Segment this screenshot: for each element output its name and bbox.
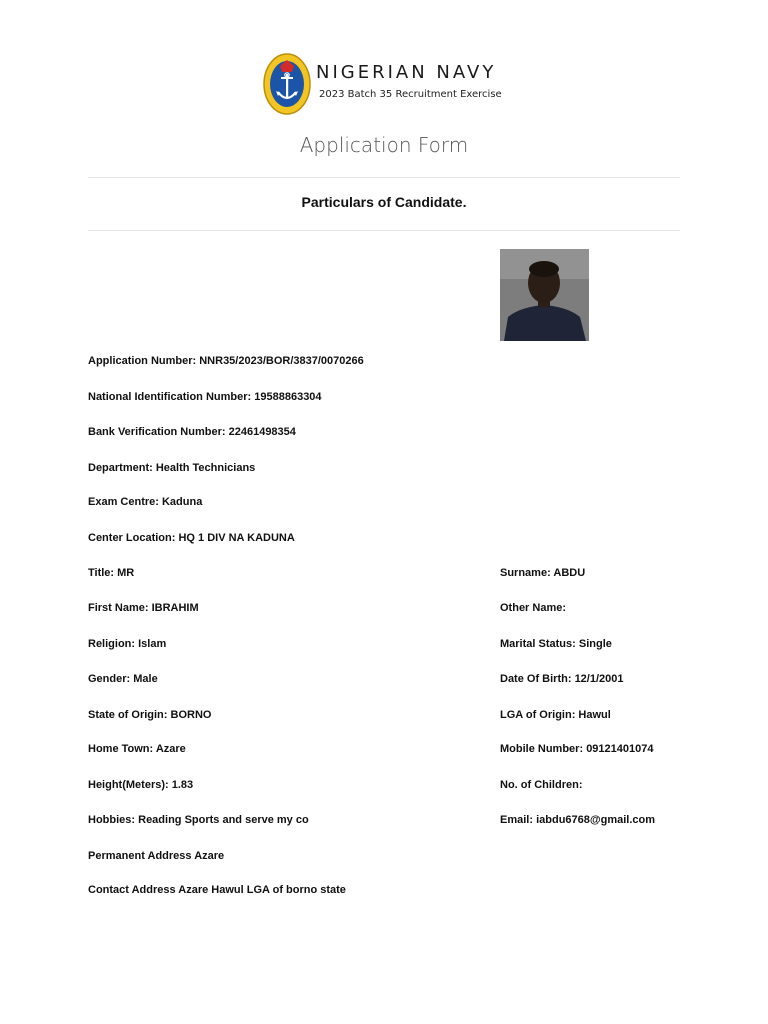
org-name: NIGERIAN NAVY <box>316 62 497 83</box>
form-header <box>262 52 522 116</box>
religion-value: Islam <box>138 638 167 650</box>
surname-label: Surname: <box>500 567 551 579</box>
hobbies-field <box>88 813 309 827</box>
exam-centre-value: Kaduna <box>161 496 203 508</box>
center-location-label: Center Location: <box>88 532 176 544</box>
first-name-value: IBRAHIM <box>151 602 199 614</box>
nigerian-navy-crest-icon <box>262 52 312 116</box>
exam-centre-field <box>88 495 202 509</box>
no-of-children-field <box>500 778 583 792</box>
mobile-number-field <box>500 742 653 756</box>
mobile-number-label: Mobile Number: <box>500 743 584 755</box>
title-value: MR <box>117 567 135 579</box>
gender-label: Gender: <box>88 673 131 685</box>
department-value: Health Technicians <box>155 462 256 474</box>
department-label: Department: <box>88 462 153 474</box>
nin-value: 19588863304 <box>254 391 322 403</box>
title-label: Title: <box>88 567 115 579</box>
surname-value: ABDU <box>553 567 586 579</box>
lga-of-origin-field <box>500 708 611 722</box>
marital-status-field <box>500 637 612 651</box>
permanent-address-value: Azare <box>194 850 225 862</box>
date-of-birth-label: Date Of Birth: <box>500 673 572 685</box>
title-field <box>88 566 134 580</box>
date-of-birth-field <box>500 672 624 686</box>
contact-address-field <box>88 883 346 897</box>
gender-field <box>88 672 158 686</box>
religion-field <box>88 637 166 651</box>
lga-of-origin-value: Hawul <box>578 709 611 721</box>
contact-address-label: Contact Address <box>88 884 176 896</box>
surname-field <box>500 566 585 580</box>
religion-label: Religion: <box>88 638 136 650</box>
mobile-number-value: 09121401074 <box>586 743 654 755</box>
lga-of-origin-label: LGA of Origin: <box>500 709 576 721</box>
email-field <box>500 813 655 827</box>
email-value: iabdu6768@gmail.com <box>536 814 656 826</box>
marital-status-value: Single <box>578 638 612 650</box>
state-of-origin-value: BORNO <box>170 709 212 721</box>
email-label: Email: <box>500 814 534 826</box>
other-name-field <box>500 601 566 615</box>
nin-label: National Identification Number: <box>88 391 252 403</box>
first-name-field <box>88 601 199 615</box>
candidate-photo <box>500 249 589 341</box>
center-location-field <box>88 531 295 545</box>
hobbies-label: Hobbies: <box>88 814 136 826</box>
bvn-label: Bank Verification Number: <box>88 426 226 438</box>
height-field <box>88 778 193 792</box>
gender-value: Male <box>133 673 158 685</box>
bvn-field <box>88 425 296 439</box>
hobbies-value: Reading Sports and serve my co <box>138 814 309 826</box>
application-number-value: NNR35/2023/BOR/3837/0070266 <box>199 355 364 367</box>
other-name-label: Other Name: <box>500 602 567 614</box>
bvn-value: 22461498354 <box>228 426 296 438</box>
application-number-label: Application Number: <box>88 355 197 367</box>
state-of-origin-label: State of Origin: <box>88 709 168 721</box>
exam-centre-label: Exam Centre: <box>88 496 159 508</box>
divider <box>88 177 680 178</box>
recruitment-subtitle: 2023 Batch 35 Recruitment Exercise <box>319 89 502 100</box>
home-town-value: Azare <box>155 743 186 755</box>
department-field <box>88 461 255 475</box>
date-of-birth-value: 12/1/2001 <box>574 673 624 685</box>
state-of-origin-field <box>88 708 211 722</box>
permanent-address-label: Permanent Address <box>88 850 192 862</box>
section-title: Particulars of Candidate. <box>301 194 467 210</box>
first-name-label: First Name: <box>88 602 149 614</box>
height-value: 1.83 <box>171 779 194 791</box>
application-number-field <box>88 354 364 368</box>
home-town-field <box>88 742 186 756</box>
person-silhouette-icon <box>500 249 589 341</box>
contact-address-value: Azare Hawul LGA of borno state <box>178 884 346 896</box>
marital-status-label: Marital Status: <box>500 638 576 650</box>
center-location-value: HQ 1 DIV NA KADUNA <box>178 532 295 544</box>
permanent-address-field <box>88 849 224 863</box>
page-title: Application Form <box>299 133 469 157</box>
divider <box>88 230 680 231</box>
nin-field <box>88 390 322 404</box>
home-town-label: Home Town: <box>88 743 154 755</box>
height-label: Height(Meters): <box>88 779 169 791</box>
no-of-children-label: No. of Children: <box>500 779 583 791</box>
